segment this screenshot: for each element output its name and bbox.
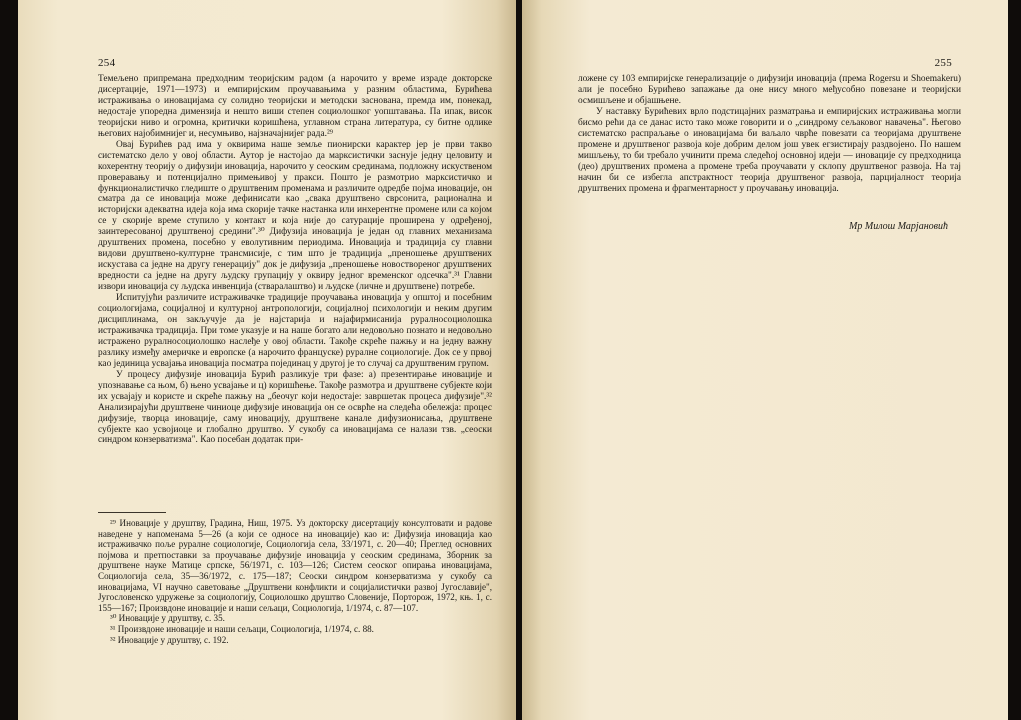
paragraph: У процесу дифузије иновација Бурић разликује три фазе: а) презентирање иновације и упознавање са њом, б) њено усвајање и ц) коришћење. Такође размотра и друштвене субјекте који их усвајају и користе и скреће пажњу на „беочуг који недостаје: завршетак процеса дифузије".³² Анализирајући друштвене чиниоце дифузије иновација он се осврће на следећа обележја: процес дифузије, творца иновације, саму иновацију, друштвене канале дифузионисања, друштвене субјекте као усвојиоце и глобално друштво. У сукобу са иновацијама се налази тзв. „сеоски синдром конзерватизма". Као посебан додатак при- [98, 369, 492, 446]
paragraph: Темељено припремана предходним теоријским радом (а нарочито у време израде докторске дисертације, 1971—1973) и емпиријским проучавањима у разним областима, Бурићева истраживања о иновацијама су солидно теоријски и методски заснована, премда им, понекад, недостаје упоредна димензија и нешто виши степен социолошког уопштавања. Па ипак, висок теоријски ниво и огромна, критички коришћена, углавном страна литература, су битне одлике његових најобимнијег и, несумњиво, најзначајнијег рада.²⁹ [98, 74, 492, 139]
footnote: ³¹ Произвдоне иновације и наши сељаци, Социологија, 1/1974, с. 88. [110, 623, 374, 634]
footnotes [98, 518, 492, 645]
paragraph: Испитујући различите истраживачке традиције проучавања иновација у општој и посебним социологијама, социјалној и културној антропологији, социјалној психологији и неким другим дисциплинама, он закључује да је најстарија и најафирмисанија руралносоциолошка истраживачка традиција. При томе указује и на наше богато али недовољно познато и недовољно истражено руралносоциолошко наслеђе у овој области. Такође скреће пажњу и на једну важну разлику између америчке и европске (а нарочито француске) руралне социологије. Док се у првој као јединица усвајања иновација посматра појединац у другој је то случај са друштвеним групом. [98, 293, 492, 369]
footnote: ²⁹ Иновације у друштву, Градина, Ниш, 1975. Уз докторску дисертацију консултовати и радове наведене у напоменама 5—26 (а који се односе на иновације) као и: Дифузија иновација као истраживачко поље руралне социологије, Социологија села, 33/1971, с. 20—40; Преглед основних појмова и претпоставки за проучавање дифузије иновација у сеоским срединама, Зборник за друштвене науке Матице српске, 56/1971, с. 103—126; Систем сеоског опирања иновацијама, Социологија села, 35—36/1972, с. 175—187; Сеоски синдром конзерватизма у сукобу са иновацијама, VI научно саветовање „Друштвени конфликти и социјалистички развој Југославије", Југословенско удружење за социологију, Социолошко друштво Словеније, Порторож, 1972, књ. 1, с. 155—167; Произвдоне иновације и наши сељаци, Социологија, 1/1974, с. 87—107. [98, 518, 492, 613]
author-signature: Мр Милош Марјановић [849, 221, 948, 232]
left-page [18, 0, 516, 720]
page-number: 255 [934, 57, 952, 69]
paragraph: ложене су 103 емпиријске генерализације о дифузији иновација (према Rogersu и Shoemakeru) али је посебно Бурићево запажање да оне нису много међусобно повезане и теоријски осмишљене и објашњене. [578, 74, 961, 106]
paragraph: Овај Бурићев рад има у оквирима наше земље пионирски карактер јер је први такво систематско дело у овој области. Аутор је настојао да марксистички заснује једну целовиту и кохерентну теорију о дифузији иновација, нарочито у сеоским срединама, подложну искуственом проверавању и потенцијално примењивој у пракси. Пошто је размотрио марксистичко и функционалистичко гледиште о друштвеним променама и различите одредбе појма иновације, он сматра да се иновација може дефинисати као „свака друштвено сврсонита, рационална и историјски адекватна идеја која има скорије тачке настанка или инхерентне промене или са којом се у скорије време ступило у контакт и која није до сатурације проширена у одређеној, заинтересованој друштвеној средини".³⁰ Дифузија иновација је један од главних механизама друштвених промена, посебно у еволутивним периодима. Иновација и традиција су главни видови друштвено-културне трансмисије, с тим што је традиција „преношење друштвених искустава са једне на другу генерацију" док је дифузија „преношење новоствореног друштвених вредности са једне на другу људску групацију у оквиру једног временског одсечка".³¹ Главни извори иновација су људска инвенција (стваралаштво) и људске (личне и друштвене) потребе. [98, 139, 492, 293]
paragraph: У наставку Бурићевих врло подстицајних разматрања и емпиријских истраживања могли бисмо рећи да се данас исто тако може говорити и о „синдрому сељаковог навачења". Његово систематско распраљање о иновацијама би ваљало чврће повезати са теоријама друштвене промене и друштвеног развоја које добрим делом још увек егзистирају раздвојено. По нашем мишљењу, то би требало учинити према следећој основној идеји — иновације су предходница (део) друштвених промена а промене треба проучавати у склопу друштвеног развоја. На тај начин би се избегла апстрактност теорија друштвеног развоја, парцијалност теорија друштвених промена и фрагментарност у проучавању иновација. [578, 106, 961, 194]
right-page [522, 0, 1008, 720]
footnote-divider [98, 512, 166, 513]
footnote: ³⁰ Иновације у друштву, с. 35. [110, 613, 225, 624]
page-number: 254 [98, 57, 116, 69]
body-text [98, 74, 492, 446]
footnote: ³² Иновације у друштву, с. 192. [110, 634, 229, 645]
body-text [578, 74, 961, 194]
